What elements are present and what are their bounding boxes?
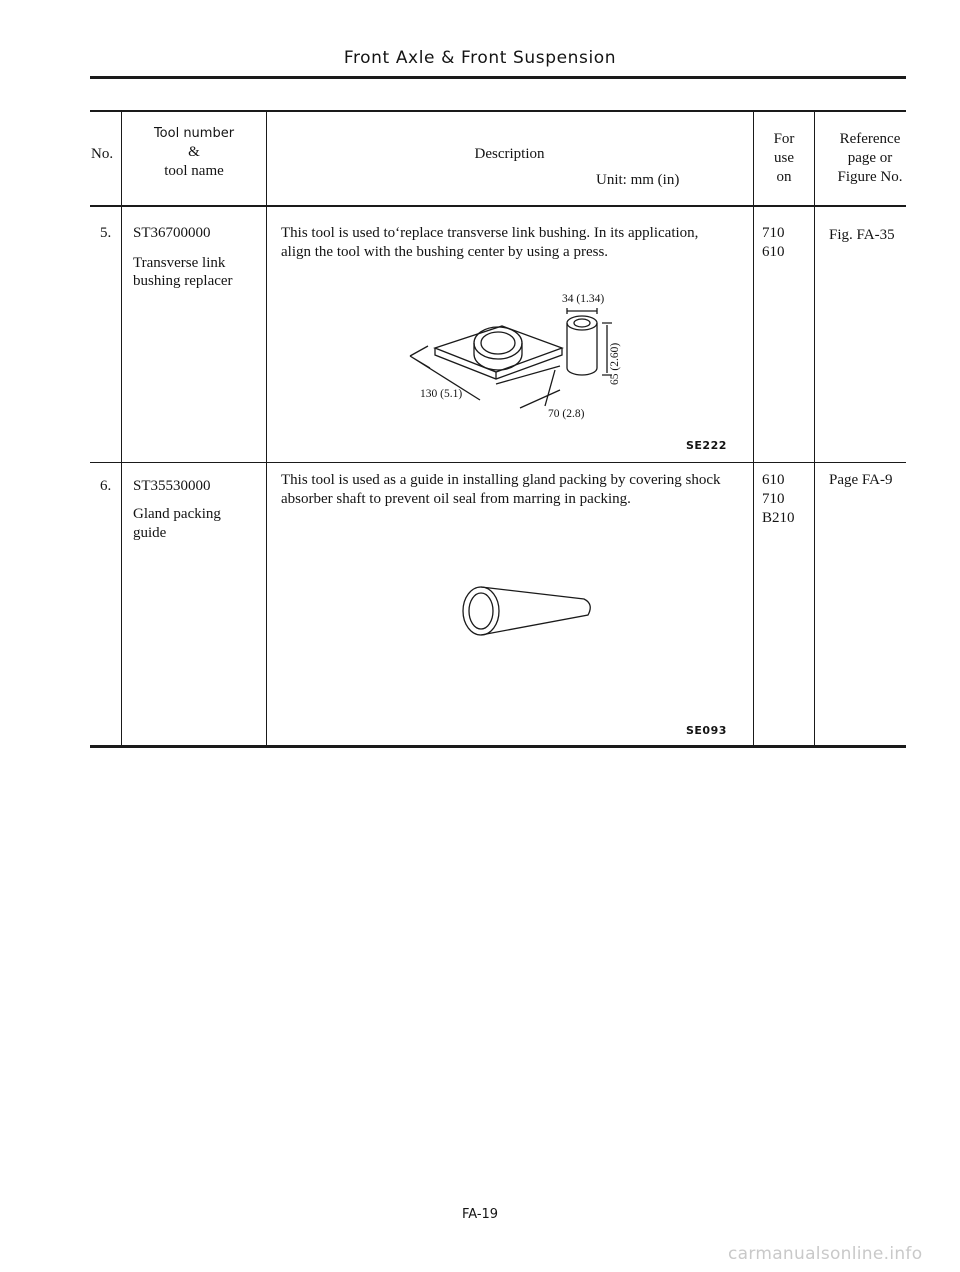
row-number: 6.: [100, 478, 112, 494]
header-ref-line: Reference: [839, 131, 901, 147]
header-tool-line: &: [188, 144, 200, 160]
watermark: carmanualsonline.info: [728, 1244, 923, 1264]
header-reference: [815, 130, 925, 187]
use-on-value: 610: [762, 244, 785, 260]
column-rule: [753, 110, 754, 746]
tool-name: Transverse link: [133, 255, 226, 271]
header-tool-line: tool name: [164, 163, 224, 179]
page-title: Front Axle & Front Suspension: [343, 48, 617, 68]
title-rule: [90, 76, 906, 79]
header-for-use-on: [754, 130, 814, 187]
header-tool: [122, 124, 266, 181]
description-text: This tool is used to‘replace transverse link bushing. In its application,: [281, 225, 699, 241]
use-on-value: 710: [762, 225, 785, 241]
header-bottom-rule: [90, 205, 906, 207]
row-number: 5.: [100, 225, 112, 241]
header-for-line: use: [774, 150, 794, 166]
tool-name: bushing replacer: [133, 273, 233, 289]
dimension-label: 65 (2.60): [609, 342, 621, 385]
row-divider: [90, 462, 906, 463]
header-unit: Unit: mm (in): [596, 172, 680, 188]
column-rule: [121, 110, 122, 746]
figure-code: SE222: [686, 439, 727, 452]
table-top-rule: [90, 110, 906, 112]
header-for-line: on: [776, 169, 792, 185]
reference-value: Fig. FA-35: [829, 227, 895, 243]
description-text: This tool is used as a guide in installing gland packing by covering shock: [281, 472, 721, 488]
use-on-value: 610: [762, 472, 785, 488]
dimension-label: 130 (5.1): [420, 388, 463, 400]
tool-number: ST36700000: [133, 225, 211, 241]
header-ref-line: Figure No.: [837, 169, 903, 185]
header-ref-line: page or: [847, 150, 893, 166]
tool-number: ST35530000: [133, 478, 211, 494]
description-text: align the tool with the bushing center by using a press.: [281, 244, 609, 260]
tool-name: Gland packing: [133, 506, 221, 522]
table-bottom-rule: [90, 745, 906, 748]
gland-packing-guide-figure: [450, 575, 600, 650]
use-on-value: 710: [762, 491, 785, 507]
header-tool-line: Tool number: [153, 126, 235, 141]
tool-name: guide: [133, 525, 167, 541]
dimension-label: 70 (2.8): [548, 408, 585, 420]
header-for-line: For: [773, 131, 795, 147]
page-number: FA-19: [461, 1207, 499, 1222]
use-on-value: B210: [762, 510, 795, 526]
header-description: Description: [474, 146, 545, 162]
header-no: No.: [91, 146, 114, 162]
dimension-label: 34 (1.34): [562, 293, 605, 305]
figure-code: SE093: [686, 724, 727, 737]
reference-value: Page FA-9: [829, 472, 893, 488]
column-rule: [266, 110, 267, 746]
column-rule: [814, 110, 815, 746]
description-text: absorber shaft to prevent oil seal from marring in packing.: [281, 491, 631, 507]
